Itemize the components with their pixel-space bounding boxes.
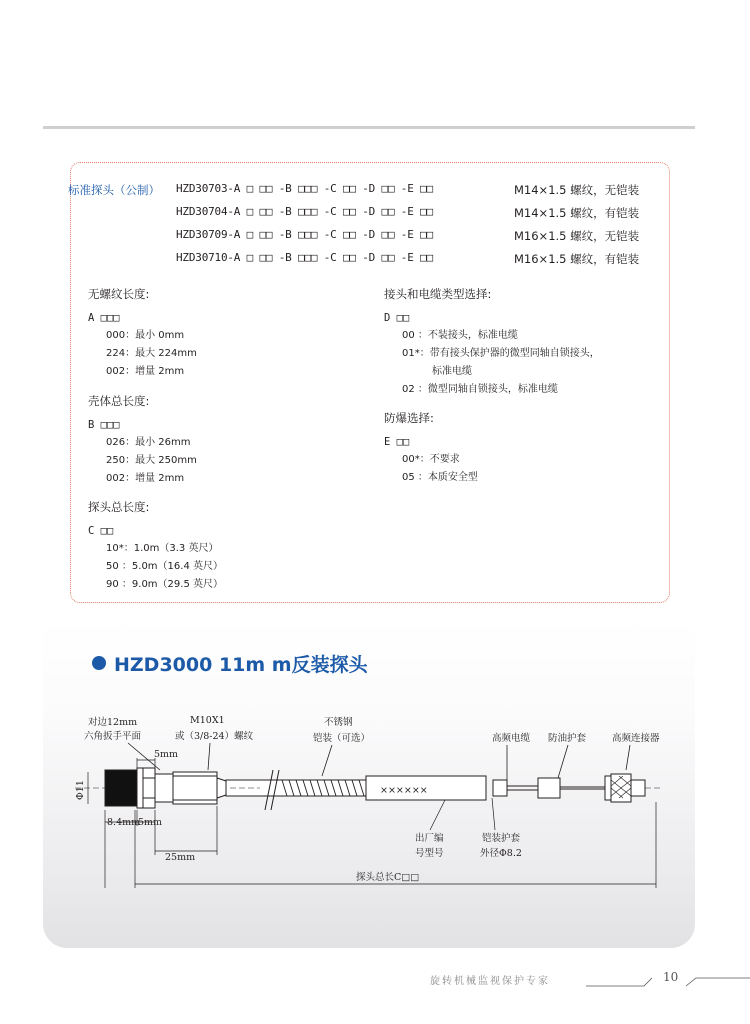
label-connector: 高频连接器 <box>612 733 660 744</box>
label-sheath-2: 外径Φ8.2 <box>480 848 522 859</box>
label-phi11: Φ11 <box>75 780 86 800</box>
label-armor-2: 铠装（可选） <box>313 733 371 744</box>
option: 10*：1.0m（3.3 英尺） <box>106 543 219 554</box>
label-dim-8-4mm: 8.4mm <box>107 817 141 828</box>
section-code: B □□□ <box>88 419 120 431</box>
model-row <box>68 251 668 271</box>
section-code: D □□ <box>384 312 410 324</box>
label-thread-1: M10X1 <box>190 715 225 726</box>
label-hex-2: 六角扳手平面 <box>84 731 142 742</box>
option: 05 ：本质安全型 <box>402 472 478 483</box>
page-number: 10 <box>663 970 679 984</box>
option: 002：增量 2mm <box>106 366 185 377</box>
label-dim-5mm-b: 5mm <box>138 817 163 828</box>
option: 224：最大 224mm <box>106 348 197 359</box>
option: 02 ：微型同轴自锁接头，标准电缆 <box>402 384 558 395</box>
option: 026：最小 26mm <box>106 437 191 448</box>
section-code: C □□ <box>88 525 114 537</box>
model-code: HZD30709-A □ □□ -B □□□ -C □□ -D □□ -E □□ <box>176 228 433 241</box>
model-desc: M14×1.5 螺纹，无铠装 <box>514 183 640 197</box>
section-connector-cable <box>384 285 600 399</box>
section-heading: 防爆选择: <box>384 411 434 425</box>
label-factory-2: 号型号 <box>415 848 444 859</box>
model-code: HZD30703-A □ □□ -B □□□ -C □□ -D □□ -E □□ <box>176 182 433 195</box>
option: 90 ：9.0m（29.5 英尺） <box>106 579 223 590</box>
label-dim-5mm: 5mm <box>154 749 179 760</box>
model-desc: M14×1.5 螺纹，有铠装 <box>514 206 640 220</box>
section-code: A □□□ <box>88 312 120 324</box>
model-row <box>68 228 668 248</box>
top-rule <box>43 126 695 129</box>
model-desc: M16×1.5 螺纹，无铠装 <box>514 229 640 243</box>
section-unthreaded-length <box>88 285 197 381</box>
label-armor-1: 不锈钢 <box>324 717 353 728</box>
section-explosion-proof <box>384 409 478 487</box>
section-title <box>92 650 368 677</box>
section-heading: 壳体总长度: <box>88 394 150 408</box>
option: 250：最大 250mm <box>106 455 197 466</box>
label-hex-1: 对边12mm <box>88 717 138 728</box>
model-code: HZD30704-A □ □□ -B □□□ -C □□ -D □□ -E □□ <box>176 205 433 218</box>
section-heading: 探头总长度: <box>88 500 150 514</box>
label-sheath-1: 铠装护套 <box>482 833 521 844</box>
model-row <box>68 205 668 225</box>
section-heading: 接头和电缆类型选择: <box>384 287 492 301</box>
section-case-length <box>88 392 197 488</box>
sleeve-marks: ×××××× <box>380 785 428 796</box>
label-total-length: 探头总长C□□ <box>356 872 420 883</box>
label-thread-2: 或（3/8-24）螺纹 <box>175 731 254 742</box>
footer-slogan: 旋转机械监视保护专家 <box>430 976 550 987</box>
label-factory-1: 出厂编 <box>415 833 444 844</box>
option-continuation: 标准电缆 <box>432 366 472 377</box>
option: 002：增量 2mm <box>106 473 185 484</box>
model-row <box>68 182 668 202</box>
section-title-text: HZD3000 11m m反装探头 <box>114 654 368 676</box>
bullet-dot-icon <box>92 656 106 670</box>
option: 000：最小 0mm <box>106 330 185 341</box>
option: 00 ：不装接头，标准电缆 <box>402 330 518 341</box>
label-dim-25mm: 25mm <box>165 852 196 863</box>
section-heading: 无螺纹长度: <box>88 287 150 301</box>
model-prefix: 标准探头（公制） <box>68 183 160 197</box>
section-probe-length <box>88 498 223 594</box>
option: 50 ：5.0m（16.4 英尺） <box>106 561 223 572</box>
model-desc: M16×1.5 螺纹，有铠装 <box>514 252 640 266</box>
model-code: HZD30710-A □ □□ -B □□□ -C □□ -D □□ -E □□ <box>176 251 433 264</box>
option: 01*：带有接头保护器的微型同轴自锁接头， <box>402 348 600 359</box>
probe-drawing <box>60 710 680 900</box>
label-oil-sheath: 防油护套 <box>548 733 587 744</box>
section-code: E □□ <box>384 436 410 448</box>
option: 00*：不要求 <box>402 454 460 465</box>
label-cable: 高频电缆 <box>492 733 531 744</box>
